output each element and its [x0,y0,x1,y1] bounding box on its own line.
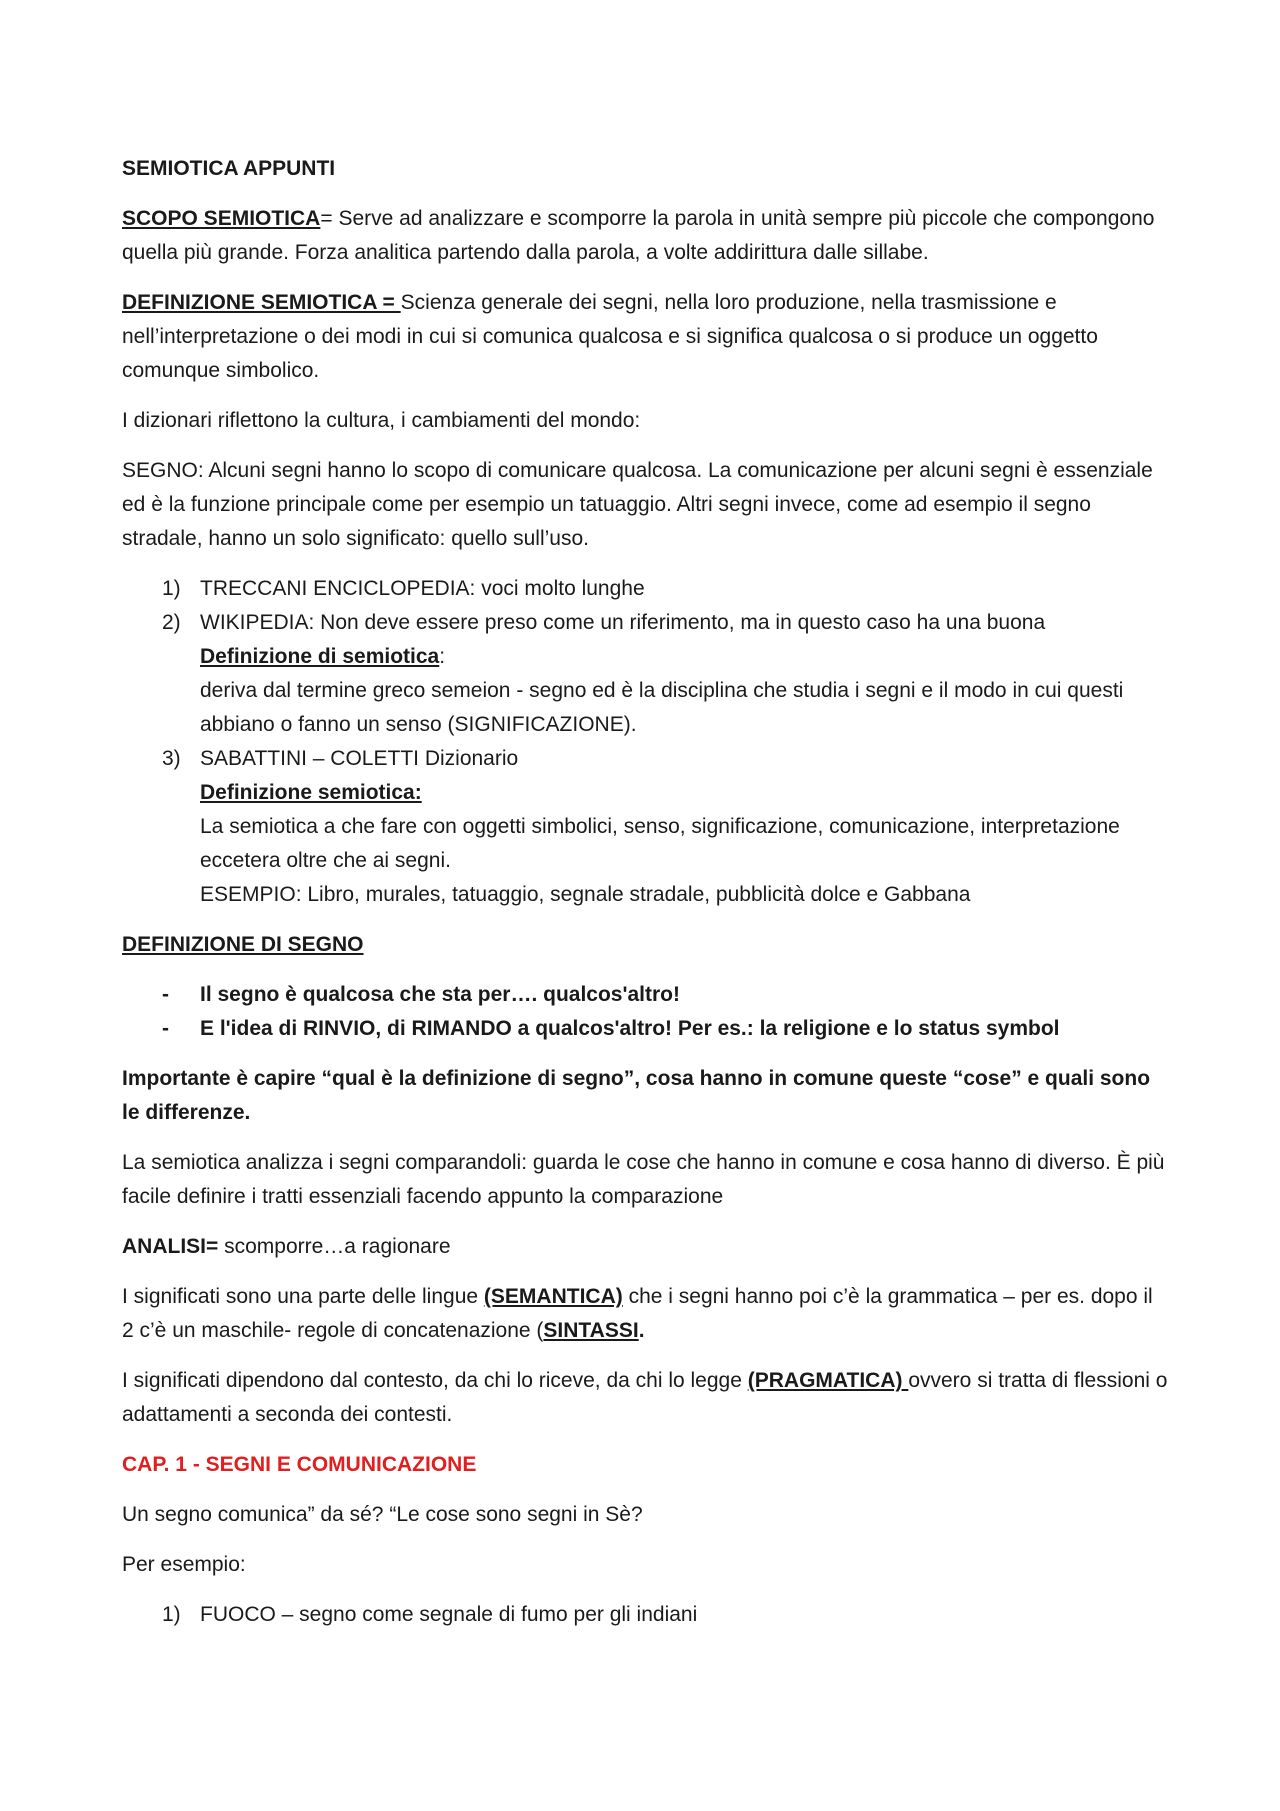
pragmatica-paragraph [122,1364,1170,1432]
scopo-label: SCOPO SEMIOTICA [122,207,321,230]
semantica-text-3: . [638,1319,645,1342]
per-esempio-paragraph: Per esempio: [122,1553,246,1576]
segno-paragraph: SEGNO: Alcuni segni hanno lo scopo di comunicare qualcosa. La comunicazione per alcuni segni è essenziale ed è la funzione principale come per esempio un tatuaggio. Altri segni invece, come ad esempio il segno stradale, hanno un solo significato: quello sull’uso. [122,459,1153,550]
pragmatica-term: (PRAGMATICA) [747,1369,909,1392]
list-item-text: SABATTINI – COLETTI Dizionario [200,747,519,770]
examples-list [122,1598,1170,1632]
segno-dash-list [122,978,1170,1046]
list-item [122,1012,1170,1046]
definition-text: La semiotica a che fare con oggetti simbolici, senso, significazione, comunicazione, interpretazione eccetera oltre che ai segni. [200,815,1120,872]
semantica-text-2: che i segni hanno poi c’è la grammatica – per es. dopo il 2 c’è un maschile- regole di concatenazione ( [122,1285,1153,1342]
definizione-paragraph [122,286,1170,388]
list-item [122,742,1170,912]
list-item [122,1598,1170,1632]
scopo-eq: = [320,207,333,230]
list-item-text: TRECCANI ENCICLOPEDIA: voci molto lunghe [200,577,645,600]
semantica-paragraph [122,1280,1170,1348]
dash-marker: - [162,1017,169,1040]
definition-text: deriva dal termine greco semeion - segno ed è la disciplina che studia i segni e il modo in cui questi abbiano o fanno un senso (SIGNIFICAZIONE). [200,679,1124,736]
definizione-text: Scienza generale dei segni, nella loro produzione, nella trasmissione e nell’interpretazione o dei modi in cui si comunica qualcosa e si significa qualcosa o si produce un oggetto comunque simbolico. [122,291,1098,382]
definition-label: Definizione semiotica: [200,781,422,804]
list-number: 2) [162,611,181,634]
dizionari-paragraph: I dizionari riflettono la cultura, i cambiamenti del mondo: [122,409,641,432]
definition-heading [200,640,1170,674]
dash-marker: - [162,983,169,1006]
chapter-heading: CAP. 1 - SEGNI E COMUNICAZIONE [122,1453,477,1476]
list-item [122,606,1170,742]
list-item-text: E l'idea di RINVIO, di RIMANDO a qualcos'altro! Per es.: la religione e lo status symbol [200,1017,1060,1040]
analisi-label: ANALISI= [122,1235,219,1258]
list-item-text: Il segno è qualcosa che sta per…. qualcos'altro! [200,983,680,1006]
document-title: SEMIOTICA APPUNTI [122,157,336,180]
semantica-term: (SEMANTICA) [483,1285,623,1308]
list-item-text: FUOCO – segno come segnale di fumo per gli indiani [200,1603,698,1626]
dictionary-list [122,572,1170,912]
sintassi-term: SINTASSI [543,1319,639,1342]
pragmatica-text-2: ovvero si tratta di flessioni o adattamenti a seconda dei contesti. [122,1369,1168,1426]
list-number: 1) [162,577,181,600]
list-item [122,978,1170,1012]
example-text: ESEMPIO: Libro, murales, tatuaggio, segnale stradale, pubblicità dolce e Gabbana [200,883,971,906]
analisi-paragraph [122,1230,1170,1264]
def-segno-heading: DEFINIZIONE DI SEGNO [122,933,364,956]
list-number: 1) [162,1603,181,1626]
comparazione-paragraph: La semiotica analizza i segni comparandoli: guarda le cose che hanno in comune e cosa hanno di diverso. È più facile definire i tratti essenziali facendo appunto la comparazione [122,1151,1165,1208]
list-number: 3) [162,747,181,770]
scopo-text: Serve ad analizzare e scomporre la parola in unità sempre più piccole che compongono quella più grande. Forza analitica partendo dalla parola, a volte addirittura dalle sillabe. [122,207,1155,264]
definition-colon: : [439,645,446,668]
pragmatica-text-1: I significati dipendono dal contesto, da chi lo riceve, da chi lo legge [122,1369,748,1392]
definizione-label: DEFINIZIONE SEMIOTICA = [122,291,401,314]
semantica-text-1: I significati sono una parte delle lingue [122,1285,484,1308]
domanda-paragraph: Un segno comunica” da sé? “Le cose sono segni in Sè? [122,1503,643,1526]
list-item-text: WIKIPEDIA: Non deve essere preso come un riferimento, ma in questo caso ha una buona [200,611,1046,634]
scopo-paragraph [122,202,1170,270]
list-item [122,572,1170,606]
importante-paragraph: Importante è capire “qual è la definizione di segno”, cosa hanno in comune queste “cose” e quali sono le differenze. [122,1067,1151,1124]
definition-label: Definizione di semiotica [200,645,440,668]
analisi-text: scomporre…a ragionare [218,1235,451,1258]
